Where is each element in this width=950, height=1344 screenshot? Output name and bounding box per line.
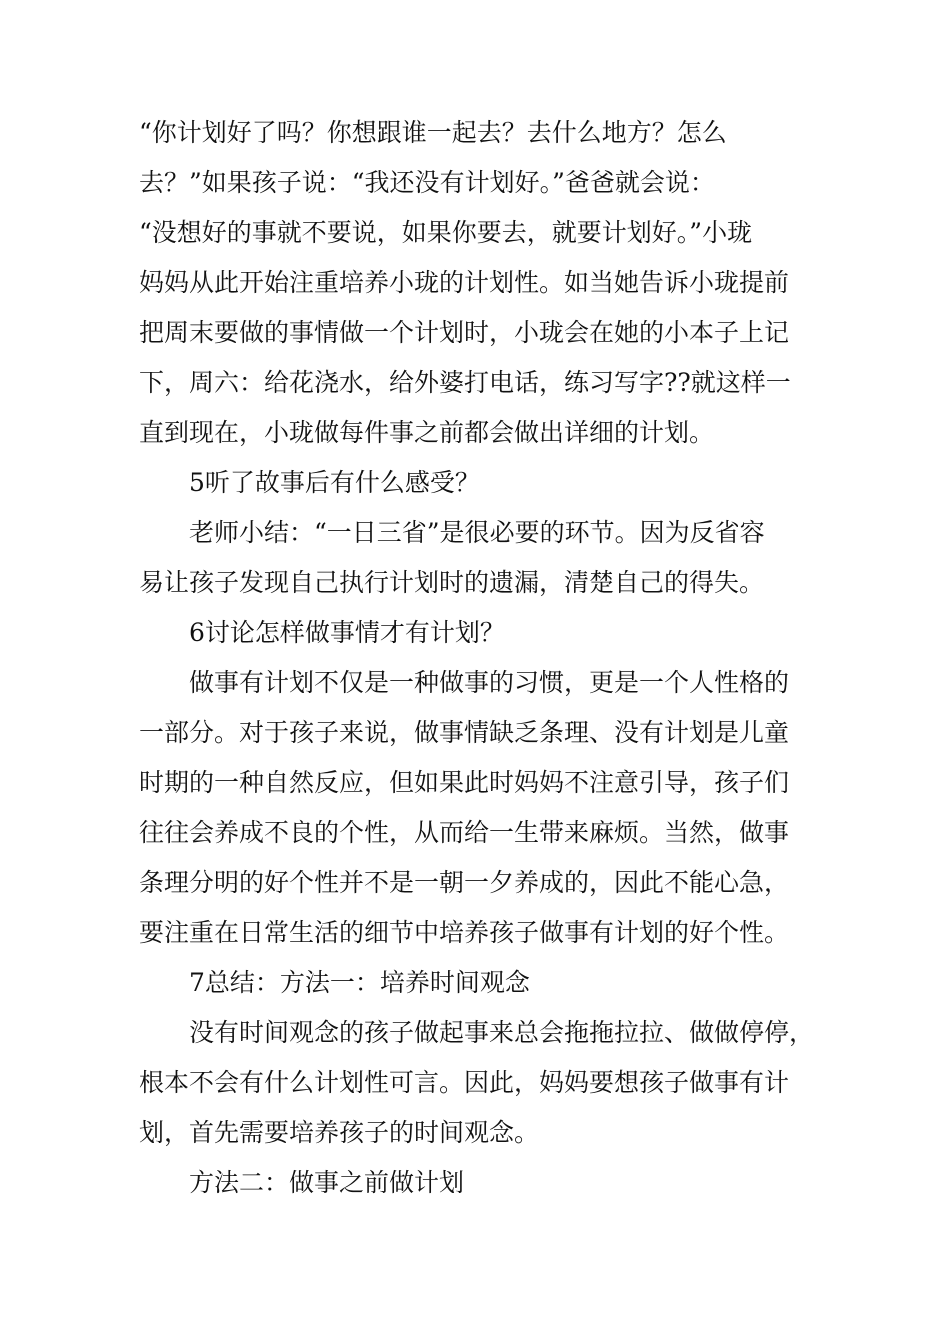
text-line: 易让孩子发现自己执行计划时的遗漏，清楚自己的得失。 [139,568,765,597]
section-heading: 方法二：做事之前做计划 [189,1168,465,1197]
text-line: 划，首先需要培养孩子的时间观念。 [139,1118,540,1147]
text-line: 去？”如果孩子说：“我还没有计划好。”爸爸就会说： [139,168,715,197]
text-line: 把周末要做的事情做一个计划时，小珑会在她的小本子上记 [139,318,790,347]
text-line: 直到现在，小珑做每件事之前都会做出详细的计划。 [139,418,715,447]
text-line: 做事有计划不仅是一种做事的习惯，更是一个人性格的 [189,668,790,697]
text-line: 时期的一种自然反应，但如果此时妈妈不注意引导，孩子们 [139,768,790,797]
text-line: 要注重在日常生活的细节中培养孩子做事有计划的好个性。 [139,918,790,947]
text-line: 没有时间观念的孩子做起事来总会拖拖拉拉、做做停停， [189,1018,815,1047]
section-heading: 7总结：方法一：培养时间观念 [189,968,530,997]
text-line: “没想好的事就不要说，如果你要去，就要计划好。”小珑 [139,218,753,247]
section-heading: 5听了故事后有什么感受？ [189,468,480,497]
text-line: “你计划好了吗？你想跟谁一起去？去什么地方？怎么 [139,118,727,147]
text-line: 往往会养成不良的个性，从而给一生带来麻烦。当然，做事 [139,818,790,847]
section-heading: 6讨论怎样做事情才有计划？ [189,618,505,647]
text-line: 条理分明的好个性并不是一朝一夕养成的，因此不能心急， [139,868,790,897]
text-line: 一部分。对于孩子来说，做事情缺乏条理、没有计划是儿童 [139,718,790,747]
text-line: 根本不会有什么计划性可言。因此，妈妈要想孩子做事有计 [139,1068,790,1097]
text-line: 妈妈从此开始注重培养小珑的计划性。如当她告诉小珑提前 [139,268,790,297]
text-line: 下，周六：给花浇水，给外婆打电话，练习写字??就这样一 [139,368,791,397]
document-body [139,108,839,1208]
text-line: 老师小结：“一日三省”是很必要的环节。因为反省容 [189,518,765,547]
